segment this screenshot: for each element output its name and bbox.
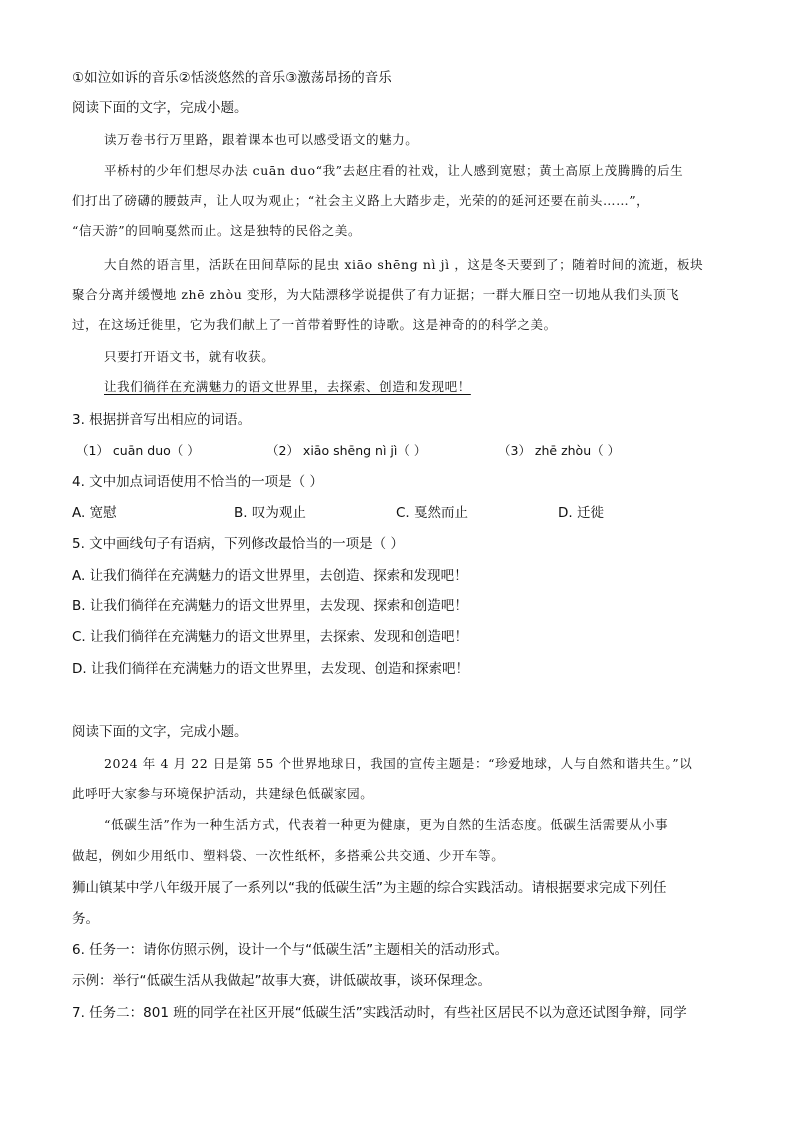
passage2-line: 此呼吁大家参与环境保护活动，共建绿色低碳家园。 xyxy=(72,786,374,801)
question-5-option-c[interactable]: C. 让我们徜徉在充满魅力的语文世界里，去探索、发现和创造吧！ xyxy=(72,629,469,645)
passage-line: 聚合分离并缓慢地 zhē zhòu 变形，为大陆漂移学说提供了有力证据；一群大雁日空一切地从我们头顶飞 xyxy=(72,287,680,302)
passage2-line: 2024 年 4 月 22 日是第 55 个世界地球日，我国的宣传主题是：“珍爱地球，人与自然和谐共生。”以 xyxy=(104,756,693,771)
reading-instruction-2: 阅读下面的文字，完成小题。 xyxy=(72,724,248,740)
question-4-option-d[interactable]: D. 迁徙 xyxy=(558,505,604,521)
underlined-sentence: 让我们徜徉在充满魅力的语文世界里，去探索、创造和发现吧！ xyxy=(104,379,471,394)
reading-instruction: 阅读下面的文字，完成小题。 xyxy=(72,100,248,116)
question-3-stem: 3. 根据拼音写出相应的词语。 xyxy=(72,412,252,428)
music-options-line: ①如泣如诉的音乐②恬淡悠然的音乐③激荡昂扬的音乐 xyxy=(72,70,392,86)
activity-intro-cont: 务。 xyxy=(72,911,99,927)
passage-line: 平桥村的少年们想尽办法 cuān duo“我”去赵庄看的社戏，让人感到宽慰；黄土高原上茂腾腾的后生 xyxy=(104,163,684,178)
question-3-item-2: （2） xiāo shēng nì jì（ ） xyxy=(266,443,427,458)
passage-line: 大自然的语言里，活跃在田间草际的昆虫 xiāo shēng nì jì ，这是冬天要到了；随着时间的流逝，板块 xyxy=(104,257,704,272)
question-6: 6. 任务一：请你仿照示例，设计一个与“低碳生活”主题相关的活动形式。 xyxy=(72,942,509,958)
question-5-option-d[interactable]: D. 让我们徜徉在充满魅力的语文世界里，去发现、创造和探索吧！ xyxy=(72,661,469,677)
question-3-item-3: （3） zhē zhòu（ ） xyxy=(498,443,621,458)
passage2-line: “低碳生活”作为一种生活方式，代表着一种更为健康，更为自然的生活态度。低碳生活需要从小事 xyxy=(104,817,669,832)
example-line: 示例：举行“低碳生活从我做起”故事大赛，讲低碳故事，谈环保理念。 xyxy=(72,973,491,989)
passage-line: “信天游”的回响戛然而止。这是独特的民俗之美。 xyxy=(72,223,362,238)
question-4-option-b[interactable]: B. 叹为观止 xyxy=(234,505,306,521)
activity-intro: 狮山镇某中学八年级开展了一系列以“我的低碳生活”为主题的综合实践活动。请根据要求完成下列任 xyxy=(72,880,667,896)
question-3-item-1: （1） cuān duo（ ） xyxy=(76,443,200,458)
passage-line: 们打出了磅礴的腰鼓声，让人叹为观止；“社会主义路上大踏步走，光荣的的延河还要在前头……”， xyxy=(72,193,650,208)
passage-line: 只要打开语文书，就有收获。 xyxy=(104,349,275,364)
question-5-stem: 5. 文中画线句子有语病，下列修改最恰当的一项是（ ） xyxy=(72,536,404,552)
passage-line: 过，在这场迁徙里，它为我们献上了一首带着野性的诗歌。这是神奇的的科学之美。 xyxy=(72,317,557,332)
question-5-option-a[interactable]: A. 让我们徜徉在充满魅力的语文世界里，去创造、探索和发现吧！ xyxy=(72,568,468,584)
question-4-stem: 4. 文中加点词语使用不恰当的一项是（ ） xyxy=(72,474,323,490)
question-4-option-c[interactable]: C. 戛然而止 xyxy=(396,505,469,521)
passage2-line: 做起，例如少用纸巾、塑料袋、一次性纸杯，多搭乘公共交通、少开车等。 xyxy=(72,848,505,863)
question-7: 7. 任务二：801 班的同学在社区开展“低碳生活”实践活动时，有些社区居民不以为意还试图争辩，同学 xyxy=(72,1005,687,1021)
question-5-option-b[interactable]: B. 让我们徜徉在充满魅力的语文世界里，去发现、探索和创造吧！ xyxy=(72,598,468,614)
question-4-option-a[interactable]: A. 宽慰 xyxy=(72,505,117,521)
passage-line: 读万卷书行万里路，跟着课本也可以感受语文的魅力。 xyxy=(104,132,419,147)
